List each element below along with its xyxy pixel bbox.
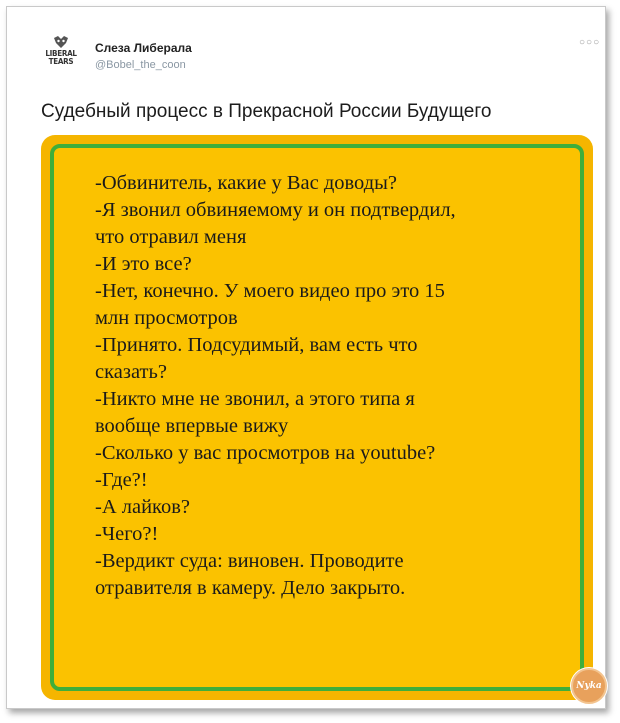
dialogue-line: -Никто мне не звонил, а этого типа я [95, 388, 415, 410]
dialogue-line: -Чего?! [95, 523, 159, 545]
avatar[interactable] [41, 33, 81, 73]
dialogue-line: -Сколько у вас просмотров на youtube? [95, 442, 436, 464]
dialogue-line: -И это все? [95, 253, 192, 275]
dialogue-line: -Принято. Подсудимый, вам есть что [95, 334, 418, 356]
dialogue-line: -Нет, конечно. У моего видео про это 15 [95, 280, 445, 302]
watermark-logo [570, 667, 608, 705]
more-icon[interactable]: ○○○ [579, 37, 601, 48]
avatar-logo-text: LIBERAL TEARS [45, 49, 77, 66]
dialogue-line: -Где?! [95, 469, 148, 491]
dialogue-line: млн просмотров [95, 307, 238, 329]
dialogue-line: -А лайков? [95, 496, 191, 518]
post-frame [6, 6, 606, 709]
author-name[interactable]: Слеза Либерала [95, 41, 192, 55]
author-handle[interactable]: @Bobel_the_coon [95, 59, 186, 71]
post-text: Судебный процесс в Прекрасной России Будущего [41, 101, 492, 122]
dialogue-text [95, 170, 565, 602]
dialogue-line: отравителя в камеру. Дело закрыто. [95, 577, 406, 599]
author-info [95, 41, 192, 71]
dialogue-line: что отравил меня [95, 226, 247, 248]
dialogue-line: -Обвинитель, какие у Вас доводы? [95, 172, 397, 194]
watermark-logo-text: Nyka [571, 668, 607, 704]
dialogue-line: сказать? [95, 361, 167, 383]
dialogue-line: -Я звонил обвиняемому и он подтвердил, [95, 199, 456, 221]
card-inner-border [50, 144, 584, 691]
dialogue-line: вообще впервые вижу [95, 415, 289, 437]
logo-icon [52, 35, 70, 49]
post-image-card[interactable] [41, 135, 593, 700]
dialogue-line: -Вердикт суда: виновен. Проводите [95, 550, 404, 572]
